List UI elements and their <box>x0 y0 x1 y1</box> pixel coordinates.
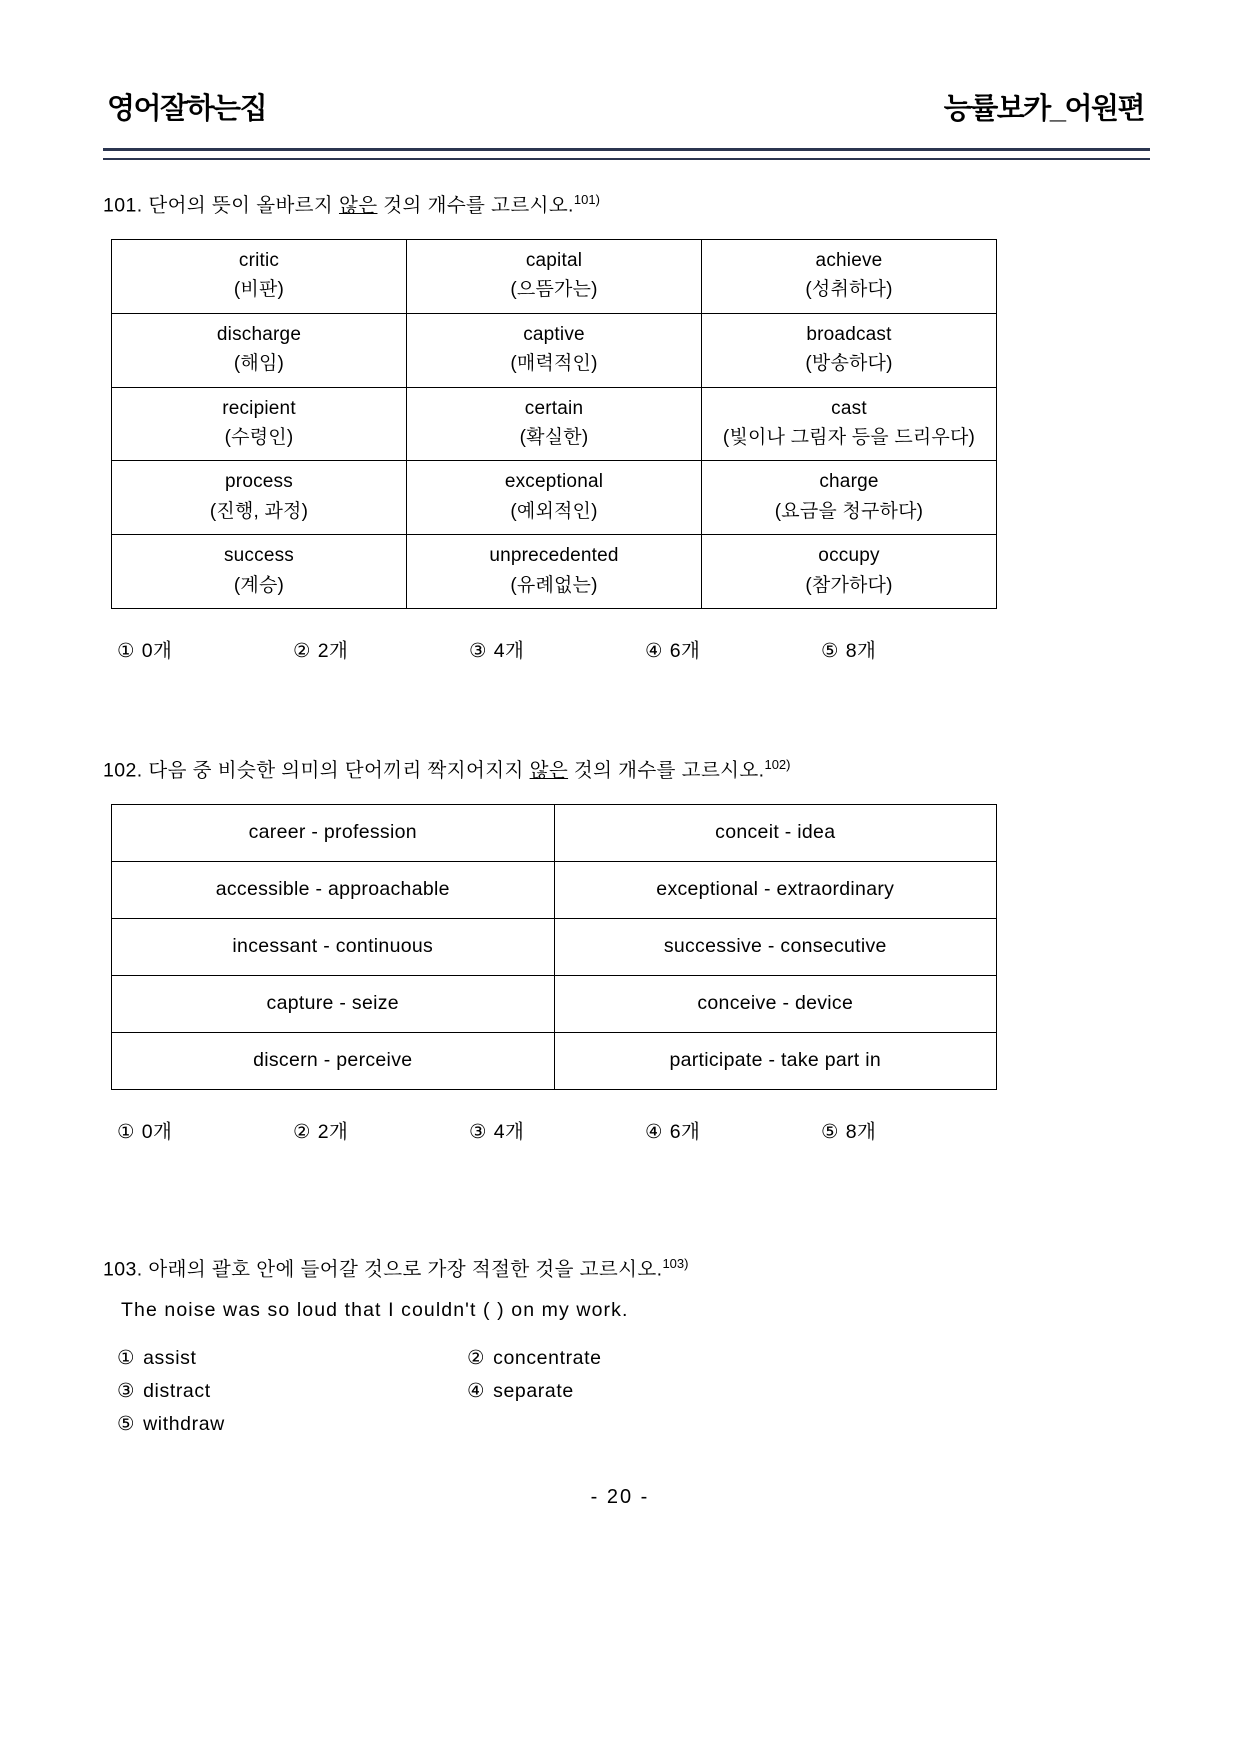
choice-option-1[interactable] <box>117 1116 293 1144</box>
word-english: cast <box>831 397 867 419</box>
choice-option-5[interactable] <box>821 1116 997 1144</box>
choice-marker: ③ <box>469 1120 487 1143</box>
word-english: capital <box>525 249 583 271</box>
table-cell <box>112 461 407 535</box>
table-cell <box>702 239 997 313</box>
choice-label: 0개 <box>141 640 173 663</box>
question-102-superscript: 102) <box>764 757 791 773</box>
word-korean: (방송하다) <box>805 353 893 375</box>
choice-marker: ① <box>117 1120 135 1143</box>
choice-label: concentrate <box>493 1346 602 1369</box>
choice-option-3[interactable] <box>469 635 645 663</box>
table-row <box>112 918 997 975</box>
choice-label: 2개 <box>317 640 349 663</box>
word-english: broadcast <box>806 323 892 345</box>
question-103-text: 아래의 괄호 안에 들어갈 것으로 가장 적절한 것을 고르시오. <box>148 1258 663 1281</box>
choice-marker: ② <box>293 640 311 663</box>
table-cell <box>702 535 997 609</box>
word-english: exceptional <box>504 471 604 493</box>
table-cell: discern - perceive <box>112 1032 555 1089</box>
table-cell <box>407 313 702 387</box>
word-english: process <box>225 471 293 493</box>
choice-marker: ⑤ <box>821 1120 839 1143</box>
choice-option-2[interactable] <box>293 635 469 663</box>
word-korean: (확실한) <box>519 426 589 448</box>
question-103-choices <box>117 1346 817 1436</box>
table-cell: incessant - continuous <box>112 918 555 975</box>
table-row <box>112 861 997 918</box>
question-101-text-1: 단어의 뜻이 올바르지 <box>148 194 339 217</box>
question-101-underlined: 않은 <box>338 194 378 217</box>
header-right-title: 능률보카_어원편 <box>943 93 1144 125</box>
table-cell <box>112 535 407 609</box>
question-102-prompt <box>103 755 1150 786</box>
choice-label: separate <box>493 1379 574 1402</box>
word-english: charge <box>819 471 879 493</box>
word-korean: (으뜸가는) <box>510 279 598 301</box>
choice-option-2[interactable] <box>467 1346 817 1370</box>
question-103-prompt <box>103 1254 1150 1285</box>
table-cell <box>407 239 702 313</box>
table-cell <box>702 313 997 387</box>
choice-marker: ⑤ <box>821 640 839 663</box>
choice-marker: ④ <box>645 640 663 663</box>
word-meaning-table-101 <box>111 239 997 609</box>
choice-option-2[interactable] <box>293 1116 469 1144</box>
choice-option-4[interactable] <box>467 1379 817 1403</box>
word-korean: (계승) <box>233 574 285 596</box>
word-english: certain <box>524 397 584 419</box>
word-korean: (매력적인) <box>510 353 598 375</box>
choice-marker: ② <box>467 1346 486 1369</box>
question-103-number: 103. <box>103 1258 143 1281</box>
question-102-text-2: 것의 개수를 고르시오. <box>568 759 765 782</box>
table-cell <box>112 387 407 461</box>
choice-label: 0개 <box>141 1120 173 1143</box>
table-cell <box>407 387 702 461</box>
table-cell <box>702 387 997 461</box>
question-102-text-1: 다음 중 비슷한 의미의 단어끼리 짝지어지지 <box>148 759 530 782</box>
question-101-number: 101. <box>103 194 143 217</box>
word-korean: (비판) <box>233 279 285 301</box>
choice-marker: ③ <box>469 640 487 663</box>
word-english: discharge <box>216 323 302 345</box>
word-english: critic <box>238 249 280 271</box>
choice-marker: ① <box>117 1346 136 1369</box>
choice-option-4[interactable] <box>645 635 821 663</box>
choice-option-4[interactable] <box>645 1116 821 1144</box>
word-korean: (빛이나 그림자 등을 드리우다) <box>722 426 976 448</box>
table-cell <box>407 461 702 535</box>
table-cell: participate - take part in <box>554 1032 997 1089</box>
question-101 <box>103 190 1150 663</box>
word-korean: (요금을 청구하다) <box>774 500 924 522</box>
choice-marker: ④ <box>645 1120 663 1143</box>
choice-row <box>117 1346 817 1370</box>
choice-option-1[interactable] <box>117 635 293 663</box>
word-korean: (유례없는) <box>510 574 598 596</box>
word-english: success <box>223 545 295 567</box>
question-101-choices <box>117 635 1150 663</box>
choice-marker: ② <box>293 1120 311 1143</box>
word-korean: (참가하다) <box>805 574 893 596</box>
question-101-prompt <box>103 190 1150 221</box>
choice-label: assist <box>143 1346 197 1369</box>
choice-option-3[interactable] <box>117 1379 467 1403</box>
table-cell: exceptional - extraordinary <box>554 861 997 918</box>
question-101-text-2: 것의 개수를 고르시오. <box>377 194 574 217</box>
section-spacer <box>103 1144 1150 1224</box>
choice-label: 6개 <box>669 1120 701 1143</box>
choice-marker: ⑤ <box>117 1412 136 1435</box>
choice-label: 6개 <box>669 640 701 663</box>
question-103-superscript: 103) <box>662 1255 689 1271</box>
table-row <box>112 975 997 1032</box>
table-row <box>112 239 997 313</box>
table-cell: accessible - approachable <box>112 861 555 918</box>
question-102-underlined: 않은 <box>529 759 569 782</box>
table-row <box>112 387 997 461</box>
page-header <box>103 86 1150 127</box>
table-cell: career - profession <box>112 804 555 861</box>
word-english: occupy <box>818 545 880 567</box>
choice-label: 2개 <box>317 1120 349 1143</box>
choice-marker: ④ <box>467 1379 486 1402</box>
choice-option-3[interactable] <box>469 1116 645 1144</box>
table-cell: successive - consecutive <box>554 918 997 975</box>
word-korean: (진행, 과정) <box>209 500 309 522</box>
choice-label: 8개 <box>845 640 877 663</box>
section-spacer <box>103 663 1150 725</box>
word-english: captive <box>523 323 585 345</box>
synonym-pair-table-102 <box>111 804 997 1090</box>
table-row <box>112 1032 997 1089</box>
choice-marker: ③ <box>117 1379 136 1402</box>
table-row <box>112 313 997 387</box>
table-cell: conceive - device <box>554 975 997 1032</box>
header-divider <box>103 148 1150 160</box>
word-english: unprecedented <box>489 545 619 567</box>
choice-label: 8개 <box>845 1120 877 1143</box>
table-cell: conceit - idea <box>554 804 997 861</box>
table-cell <box>112 313 407 387</box>
choice-option-5[interactable] <box>821 635 997 663</box>
choice-row <box>117 1412 817 1436</box>
choice-label: distract <box>143 1379 211 1402</box>
question-103-sentence: The noise was so loud that I couldn't ( ) on my work. <box>121 1298 629 1321</box>
word-korean: (해임) <box>233 353 285 375</box>
choice-label: withdraw <box>143 1412 225 1435</box>
table-row <box>112 804 997 861</box>
table-cell <box>407 535 702 609</box>
word-english: achieve <box>815 249 883 271</box>
table-row <box>112 535 997 609</box>
table-cell <box>112 239 407 313</box>
page-footer: - 20 - <box>590 1486 650 1508</box>
choice-option-5[interactable] <box>117 1412 587 1436</box>
choice-marker: ① <box>117 640 135 663</box>
table-cell <box>702 461 997 535</box>
word-english: recipient <box>222 397 296 419</box>
question-102-number: 102. <box>103 759 143 782</box>
word-korean: (예외적인) <box>510 500 598 522</box>
choice-label: 4개 <box>493 1120 525 1143</box>
question-102 <box>103 755 1150 1144</box>
choice-row <box>117 1379 817 1403</box>
word-korean: (수령인) <box>224 426 294 448</box>
question-103 <box>103 1254 1150 1436</box>
choice-option-1[interactable] <box>117 1346 467 1370</box>
question-102-choices <box>117 1116 1150 1144</box>
table-row <box>112 461 997 535</box>
choice-label: 4개 <box>493 640 525 663</box>
question-101-superscript: 101) <box>573 192 600 207</box>
word-korean: (성취하다) <box>805 279 893 301</box>
header-left-title: 영어잘하는집 <box>107 93 267 125</box>
table-cell: capture - seize <box>112 975 555 1032</box>
